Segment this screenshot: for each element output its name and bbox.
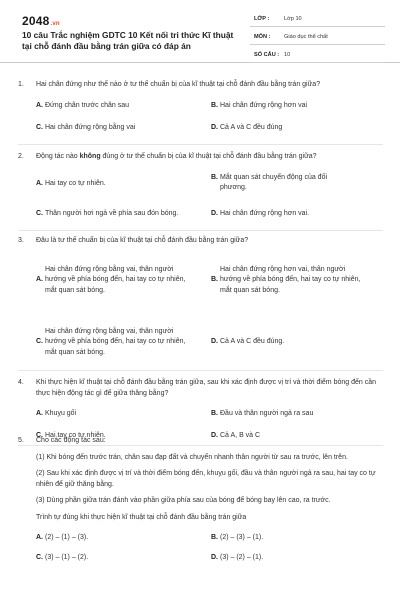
option-letter: A. — [36, 179, 43, 187]
option-text: Thân người hơi ngả về phía sau đón bóng. — [45, 209, 179, 217]
question-stem — [18, 236, 383, 247]
option-letter: B. — [211, 275, 218, 283]
option-text: (3) – (2) – (1). — [220, 554, 264, 561]
option-text: Mắt quan sát chuyển động của đối phương. — [220, 173, 328, 191]
document-header — [0, 0, 400, 63]
question-text-pre: Động tác nào — [36, 153, 80, 160]
question-3 — [18, 236, 383, 363]
statement-1: (1) Khi bóng đến trước trán, chân sau đạp đất và chuyển nhanh thân người từ sau ra trước, lên trên. — [36, 453, 348, 461]
option-letter: B. — [211, 101, 218, 109]
option-list — [18, 101, 383, 133]
option-text: (2) – (1) – (3). — [45, 534, 89, 541]
meta-row-class — [250, 12, 385, 27]
option-text: (3) – (1) – (2). — [45, 554, 89, 561]
question-2 — [18, 152, 383, 219]
option-text: Cả A, B và C — [220, 432, 261, 439]
option-letter: D. — [211, 337, 218, 345]
question-text: Khi thực hiện kĩ thuật tại chỗ đánh đầu bằng trán giữa, sau khi xác định được vị trí và thời điểm bóng đến cần thực hiện động tác gì để giữa thăng bằng? — [36, 379, 376, 397]
question-5 — [18, 436, 383, 563]
question-stem — [18, 378, 383, 399]
option-letter: B. — [211, 410, 218, 417]
option-text: Hai tay co tự nhiên. — [45, 432, 106, 439]
meta-value: 10 — [284, 52, 291, 58]
option-letter: D. — [211, 209, 218, 217]
divider — [18, 144, 383, 145]
meta-key: SỐ CÂU : — [254, 52, 280, 58]
question-stem — [18, 152, 383, 163]
option-letter: A. — [36, 410, 43, 417]
option-letter: C. — [36, 554, 43, 561]
question-1 — [18, 80, 383, 133]
option-letter: C. — [36, 432, 43, 439]
document-meta — [250, 12, 385, 66]
logo-suffix: .vn — [50, 21, 60, 27]
option-letter: C. — [36, 123, 43, 131]
question-number: 2. — [18, 153, 24, 160]
meta-key: MÔN : — [254, 34, 271, 40]
meta-key: LỚP : — [254, 16, 270, 22]
option-text: Cả A và C đều đúng — [220, 123, 283, 131]
option-text: Hai chân đứng rộng hơn vai — [220, 101, 308, 109]
option-letter: A. — [36, 275, 43, 283]
question-number: 3. — [18, 237, 24, 244]
option-text: Khuỵu gối — [45, 410, 77, 417]
question-number: 5. — [18, 437, 24, 444]
statement-2: (2) Sau khi xác định được vị trí và thời điểm bóng đến, khuỵu gối, đầu và thân người ngả ra sau, hai tay co tự nhiên để giữ thăng bằng. — [36, 470, 376, 488]
question-stem — [18, 436, 383, 447]
logo-main: 2048 — [22, 14, 50, 28]
option-text: Đứng chân trước chân sau — [45, 101, 130, 109]
option-text: (2) – (3) – (1). — [220, 534, 264, 541]
option-letter: D. — [211, 432, 218, 439]
option-text: Hai chân đứng rộng bằng vai, thân người hướng về phía bóng đến, hai tay co tự nhiên, mắt quan sát bóng. — [45, 265, 186, 294]
option-letter: D. — [211, 554, 218, 561]
divider — [18, 230, 383, 231]
meta-value: Lớp 10 — [284, 16, 302, 22]
option-letter: C. — [36, 337, 43, 345]
meta-row-subject — [250, 30, 385, 45]
option-letter: B. — [211, 534, 218, 541]
question-number: 4. — [18, 379, 24, 386]
divider — [18, 370, 383, 371]
meta-row-count — [250, 48, 385, 63]
option-text: Hai chân đứng rộng hơn vai. — [220, 209, 310, 217]
question-number: 1. — [18, 81, 24, 88]
question-text: Đâu là tư thế chuẩn bị của kĩ thuật tại chỗ đánh đầu bằng trán giữa? — [36, 237, 249, 244]
option-letter: A. — [36, 101, 43, 109]
option-list — [18, 173, 383, 219]
option-text: Hai chân đứng rộng bằng vai, thân người hướng về phía bóng đến, hai tay co tự nhiên, mắt quan sát bóng. — [45, 327, 186, 356]
question-text: Cho các động tác sau: — [36, 437, 106, 444]
option-letter: D. — [211, 123, 218, 131]
option-text: Cả A và C đều đúng. — [220, 337, 285, 345]
option-text: Đầu và thân người ngả ra sau — [220, 410, 314, 417]
statement-3: (3) Dùng phần giữa trán đánh vào phần giữa phía sau của bóng để bóng bay lên cao, ra trước. — [36, 497, 331, 504]
option-list — [18, 257, 383, 363]
question-stem — [18, 80, 383, 91]
option-list — [18, 533, 383, 563]
question-4 — [18, 378, 383, 441]
question-text-emphasis: không — [79, 153, 101, 160]
option-text: Hai chân đứng rộng hơn vai, thân người hướng về phía bóng đến, hai tay co tự nhiên, mắt quan sát bóng. — [220, 265, 361, 294]
question-text-post: đúng ở tư thế chuẩn bị của kĩ thuật tại chỗ đánh đầu bằng trán giữa? — [100, 153, 317, 160]
sequence-prompt: Trình tự đúng khi thực hiện kĩ thuật tại chỗ đánh đầu bằng trán giữa — [36, 513, 247, 521]
question-text: Hai chân đứng như thế nào ở tư thế chuẩn bị của kĩ thuật tại chỗ đánh đầu bằng trán giữa? — [36, 81, 321, 88]
option-letter: C. — [36, 209, 43, 217]
meta-value: Giáo dục thể chất — [284, 34, 328, 40]
option-letter: B. — [211, 173, 218, 181]
document-title: 10 câu Trắc nghiệm GDTC 10 Kết nối tri thức Kĩ thuật tại chỗ đánh đầu bằng trán giữa có đáp án — [22, 30, 234, 51]
option-text: Hai tay co tự nhiên. — [45, 179, 106, 187]
site-logo[interactable] — [22, 14, 60, 28]
option-letter: A. — [36, 534, 43, 541]
option-text: Hai chân đứng rộng bằng vai — [45, 123, 136, 131]
